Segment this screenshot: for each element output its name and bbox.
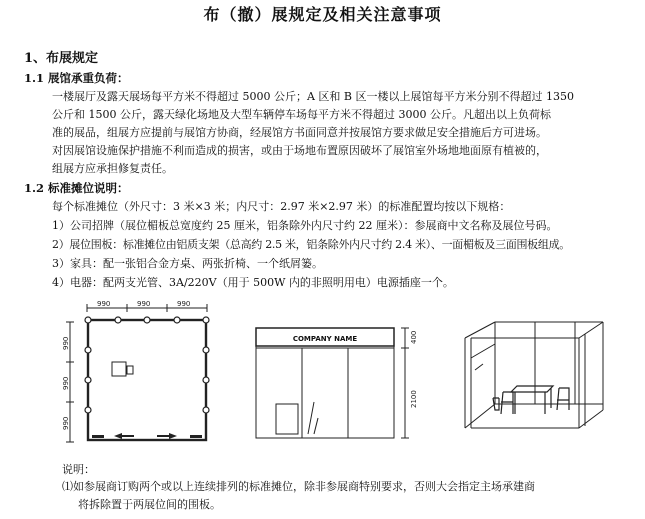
notes-title: 说明：: [62, 463, 95, 476]
booth-floor-plan-figure: [62, 300, 222, 450]
load-paragraph-line: 组展方应承担修复责任。: [52, 162, 173, 175]
load-paragraph-line: 对因展馆设施保护措施不利而造成的损害，或由于场地布置原因破坏了展馆室外场地地面原有植被的，: [52, 144, 547, 157]
plan-dim-side: 990: [62, 336, 70, 350]
booth-item-furniture: 3）家具：配一张铝合金方桌、两张折椅、一个纸屑篓。: [52, 257, 323, 270]
plan-dim-top: 990: [137, 300, 151, 308]
plan-dim-side: 990: [62, 416, 70, 430]
elevation-dim-height: 2100: [410, 390, 418, 408]
elevation-dim-fascia: 400: [410, 330, 418, 344]
plan-dim-top: 990: [97, 300, 111, 308]
booth-elevation-figure: [248, 322, 423, 444]
booth-intro-line: 每个标准摊位（外尺寸：3 米×3 米；内尺寸：2.97 米×2.97 米）的标准配置均按以下规格：: [52, 200, 511, 213]
note-item: ⑴如参展商订购两个或以上连续排列的标准摊位，除非参展商特别要求，否则大会指定主场承建商: [62, 480, 535, 493]
subsection-heading-load: 1.1 展馆承重负荷：: [24, 71, 129, 85]
plan-dim-side: 990: [62, 376, 70, 390]
booth-isometric-figure: [455, 318, 615, 448]
page-title: 布（撤）展规定及相关注意事项: [203, 5, 442, 24]
booth-item-fascia: 1）公司招牌（展位楣板总宽度约 25 厘米，铝条除外内尺寸约 22 厘米）：参展商中文名称及展位号码。: [52, 219, 558, 232]
booth-item-electrical: 4）电器：配两支光管、3A/220V（用于 500W 内的非照明用电）电源插座一个。: [52, 276, 454, 289]
booth-item-panels: 2）展位围板：标准摊位由铝质支架（总高约 2.5 米，铝条除外内尺寸约 2.4 米）、一面楣板及三面围板组成。: [52, 238, 570, 251]
load-paragraph-line: 准的展品，组展方应提前与展馆方协商，经展馆方书面同意并按展馆方要求做足安全措施后方可进场。: [52, 126, 547, 139]
note-item-continuation: 将拆除置于两展位间的围板。: [78, 498, 221, 511]
load-paragraph-line: 一楼展厅及露天展场每平方米不得超过 5000 公斤；A 区和 B 区一楼以上展馆每平方米分别不得超过 1350: [52, 90, 574, 103]
load-paragraph-line: 公斤和 1500 公斤，露天绿化场地及大型车辆停车场每平方米不得超过 3000 公斤。凡超出以上负荷标: [52, 108, 551, 121]
subsection-heading-standard-booth: 1.2 标准摊位说明：: [24, 181, 129, 195]
fascia-company-name: COMPANY NAME: [292, 335, 358, 343]
section-heading-layout-rules: 1、布展规定: [24, 51, 99, 66]
plan-dim-top: 990: [177, 300, 191, 308]
